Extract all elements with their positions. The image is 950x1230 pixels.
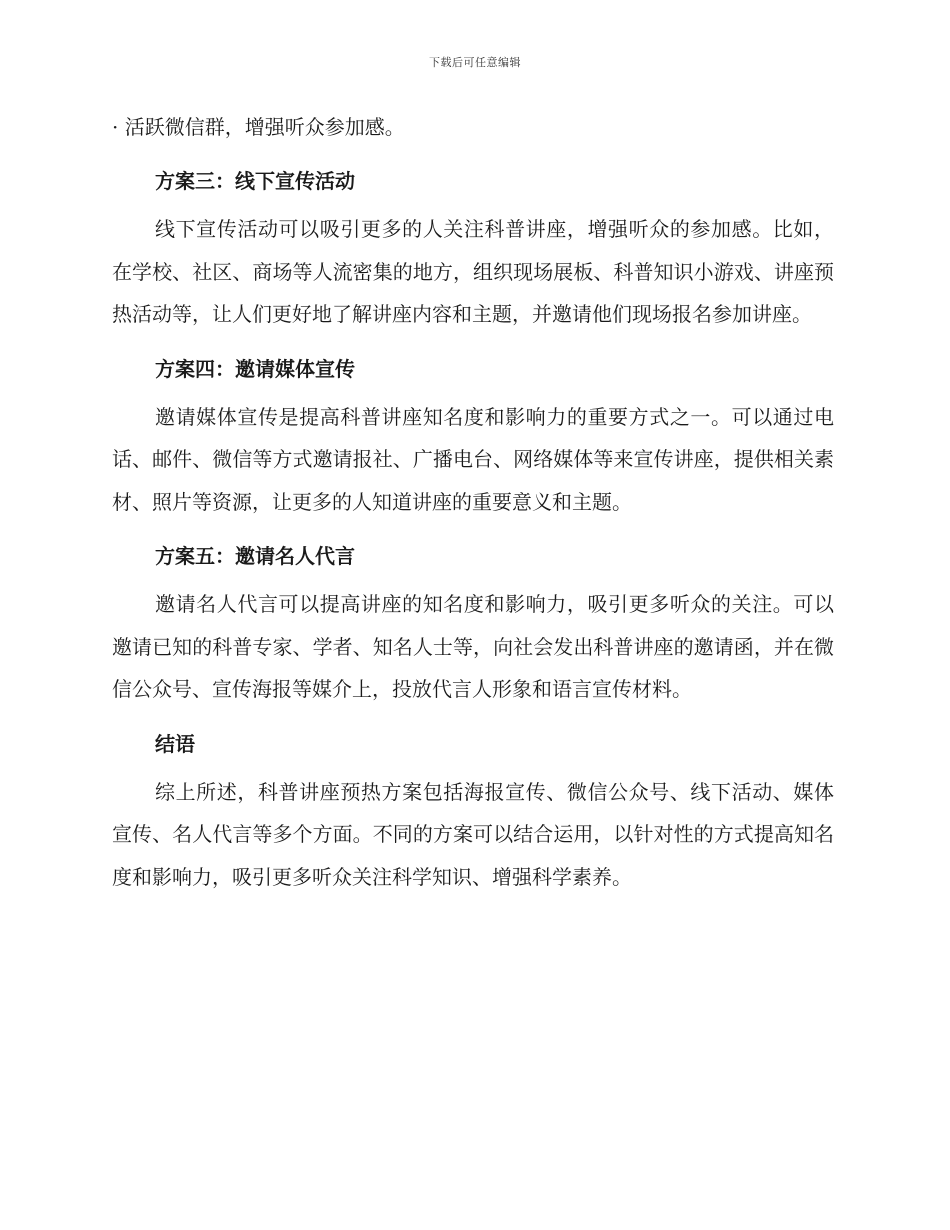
section-paragraph: 综上所述，科普讲座预热方案包括海报宣传、微信公众号、线下活动、媒体宣传、名人代言等多个方面。不同的方案可以结合运用，以针对性的方式提高知名度和影响力，吸引更多听众关注科学知识、增强科学素养。 — [112, 779, 834, 889]
document-body — [112, 106, 834, 898]
section-paragraph: 邀请媒体宣传是提高科普讲座知名度和影响力的重要方式之一。可以通过电话、邮件、微信等方式邀请报社、广播电台、网络媒体等来宣传讲座，提供相关素材、照片等资源，让更多的人知道讲座的重要意义和主题。 — [112, 404, 834, 514]
section-heading: 方案五：邀请名人代言 — [155, 544, 355, 568]
section-paragraph: 邀请名人代言可以提高讲座的知名度和影响力，吸引更多听众的关注。可以邀请已知的科普专家、学者、知名人士等，向社会发出科普讲座的邀请函，并在微信公众号、宣传海报等媒介上，投放代言人形象和语言宣传材料。 — [112, 592, 834, 701]
page-header-note: 下载后可任意编辑 — [429, 56, 521, 69]
section-plan-three — [112, 160, 834, 336]
section-heading: 方案四：邀请媒体宣传 — [155, 356, 355, 381]
section-heading: 方案三：线下宣传活动 — [155, 169, 355, 193]
section-plan-four — [112, 348, 834, 524]
bullet-item: · 活跃微信群，增强听众参加感。 — [112, 115, 405, 139]
section-heading: 结语 — [155, 731, 195, 756]
section-plan-five — [112, 535, 834, 711]
section-conclusion — [112, 723, 834, 899]
section-paragraph: 线下宣传活动可以吸引更多的人关注科普讲座，增强听众的参加感。比如，在学校、社区、商场等人流密集的地方，组织现场展板、科普知识小游戏、讲座预热活动等，让人们更好地了解讲座内容和主题，并邀请他们现场报名参加讲座。 — [112, 217, 834, 326]
